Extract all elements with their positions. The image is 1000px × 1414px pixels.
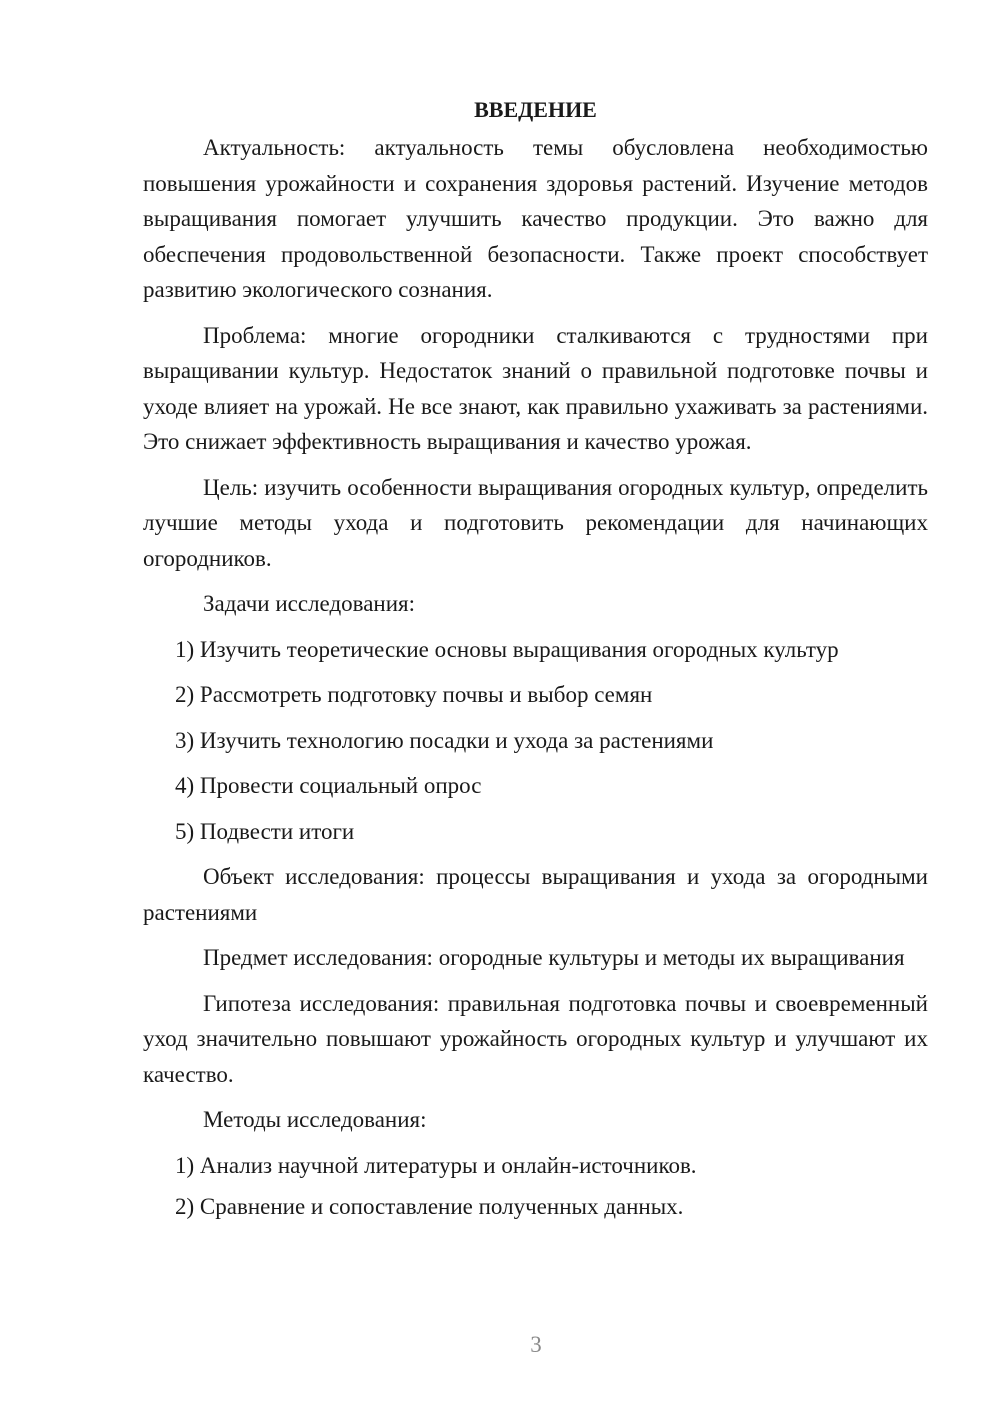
methods-list xyxy=(143,1148,928,1225)
object-paragraph: Объект исследования: процессы выращивания и ухода за огородными растениями xyxy=(143,864,928,925)
list-item: 5) Подвести итоги xyxy=(175,818,355,844)
list-item: 3) Изучить технологию посадки и ухода за растениями xyxy=(175,727,714,753)
page-content xyxy=(143,92,928,1231)
list-item: 2) Сравнение и сопоставление полученных данных. xyxy=(175,1194,684,1219)
methods-heading: Методы исследования: xyxy=(203,1107,427,1132)
tasks-heading: Задачи исследования: xyxy=(203,591,416,616)
hypothesis-paragraph: Гипотеза исследования: правильная подготовка почвы и своевременный уход значительно повышают урожайность огородных культур и улучшают их качество. xyxy=(143,990,928,1087)
relevance-paragraph: Актуальность: актуальность темы обусловлена необходимостью повышения урожайности и сохранения здоровья растений. Изучение методов выращивания помогает улучшить качество продукции. Это важно для обеспечения продовольственной безопасности. Также проект способствует развитию экологического сознания. xyxy=(143,135,928,302)
list-item: 4) Провести социальный опрос xyxy=(175,773,482,798)
problem-paragraph: Проблема: многие огородники сталкиваются с трудностями при выращивании культур. Недостаток знаний о правильной подготовке почвы и уходе влияет на урожай. Не все знают, как правильно ухаживать за растениями. Это снижает эффективность выращивания и качество урожая. xyxy=(143,322,928,454)
tasks-list xyxy=(143,632,928,850)
goal-paragraph: Цель: изучить особенности выращивания огородных культур, определить лучшие методы ухода и подготовить рекомендации для начинающих огородников. xyxy=(143,474,928,571)
list-item: 1) Анализ научной литературы и онлайн-источников. xyxy=(175,1152,697,1178)
list-item: 2) Рассмотреть подготовку почвы и выбор семян xyxy=(175,682,653,707)
subject-paragraph: Предмет исследования: огородные культуры и методы их выращивания xyxy=(203,945,905,970)
page-number: 3 xyxy=(530,1332,542,1357)
list-item: 1) Изучить теоретические основы выращивания огородных культур xyxy=(175,636,839,662)
section-title: ВВЕДЕНИЕ xyxy=(474,97,597,122)
